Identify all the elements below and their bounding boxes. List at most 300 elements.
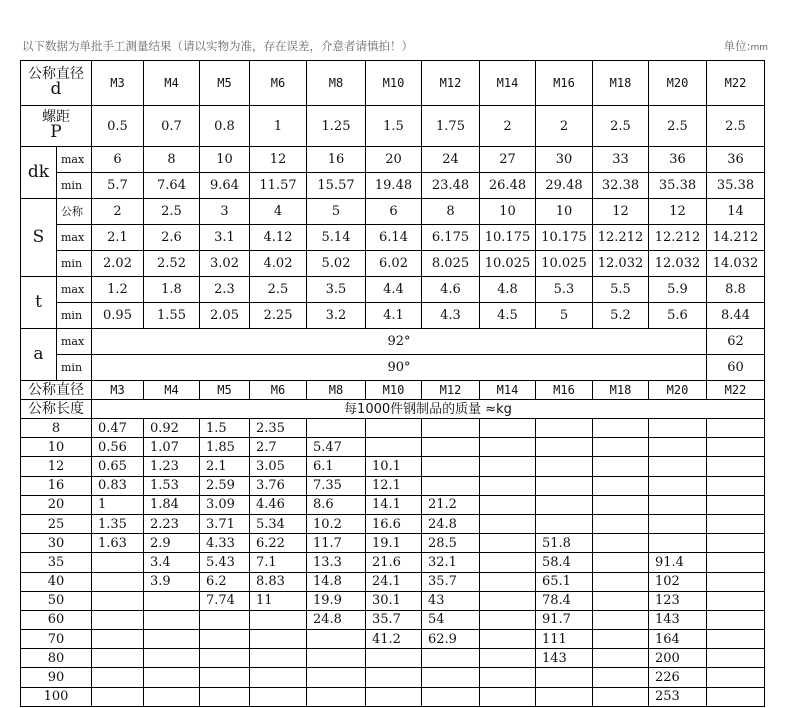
mass-cell: 164: [649, 630, 707, 649]
mass-cell: 3.05: [250, 457, 307, 476]
table-row: [21, 106, 765, 147]
mass-cell: 10.1: [366, 457, 422, 476]
length-cell: 100: [21, 687, 92, 706]
mass-cell: 35.7: [366, 610, 422, 629]
dk-max-cell: 16: [307, 147, 366, 173]
mass-cell: 3.76: [250, 476, 307, 495]
mass-cell: 0.83: [92, 476, 144, 495]
p-symbol: P: [50, 122, 62, 143]
pitch-cell: 2: [536, 106, 593, 147]
mass-cell: [707, 687, 765, 706]
mass-cell: [480, 534, 536, 553]
t-max-cell: 1.2: [92, 277, 144, 303]
size-header: M16: [536, 61, 593, 106]
s-nominal-cell: 10: [536, 199, 593, 225]
mass-cell: 1.85: [200, 438, 250, 457]
length-cell: 16: [21, 476, 92, 495]
nominal-length-header: 公称长度: [21, 400, 92, 419]
mass-cell: [536, 687, 593, 706]
mass-cell: [707, 630, 765, 649]
length-cell: 40: [21, 572, 92, 591]
mass-cell: 1.84: [144, 495, 200, 514]
size-header: M3: [92, 61, 144, 106]
mass-cell: [707, 668, 765, 687]
s-min-cell: 3.02: [200, 251, 250, 277]
mass-cell: 19.9: [307, 591, 366, 610]
s-label: S: [21, 199, 57, 277]
length-cell: 12: [21, 457, 92, 476]
mass-cell: [92, 553, 144, 572]
mass-cell: [707, 476, 765, 495]
dk-min-cell: 26.48: [480, 173, 536, 199]
mass-cell: 253: [649, 687, 707, 706]
a-label: a: [21, 329, 57, 381]
table-row: [21, 553, 765, 572]
pitch-cell: 1.25: [307, 106, 366, 147]
mass-cell: [92, 687, 144, 706]
mass-cell: 43: [422, 591, 480, 610]
t-min-cell: 4.5: [480, 303, 536, 329]
mass-cell: [144, 591, 200, 610]
mass-cell: [480, 419, 536, 438]
mass-cell: 10.2: [307, 514, 366, 533]
dk-min-cell: 9.64: [200, 173, 250, 199]
mass-cell: [200, 630, 250, 649]
mass-cell: [480, 591, 536, 610]
mass-cell: 11: [250, 591, 307, 610]
s-min-cell: 10.025: [480, 251, 536, 277]
mass-cell: [144, 668, 200, 687]
size-header: M22: [707, 381, 765, 400]
dk-min-cell: 15.57: [307, 173, 366, 199]
table-row: [21, 438, 765, 457]
mass-cell: 16.6: [366, 514, 422, 533]
mass-cell: 30.1: [366, 591, 422, 610]
mass-cell: 0.56: [92, 438, 144, 457]
dk-min-cell: 11.57: [250, 173, 307, 199]
min-label: min: [57, 173, 92, 199]
mass-cell: 1.63: [92, 534, 144, 553]
mass-cell: 8.6: [307, 495, 366, 514]
mass-cell: [307, 419, 366, 438]
mass-cell: [144, 687, 200, 706]
mass-cell: [536, 457, 593, 476]
mass-cell: [307, 668, 366, 687]
mass-cell: [307, 649, 366, 668]
mass-cell: [593, 514, 649, 533]
length-cell: 25: [21, 514, 92, 533]
unit-label: 单位:: [723, 39, 751, 53]
mass-cell: 4.46: [250, 495, 307, 514]
mass-cell: [422, 687, 480, 706]
s-min-cell: 6.02: [366, 251, 422, 277]
mass-cell: 102: [649, 572, 707, 591]
unit-indicator: [724, 38, 768, 54]
dk-max-cell: 30: [536, 147, 593, 173]
dk-max-cell: 10: [200, 147, 250, 173]
mass-cell: [366, 438, 422, 457]
s-min-cell: 12.032: [649, 251, 707, 277]
mass-cell: [593, 668, 649, 687]
max-label: max: [57, 329, 92, 355]
t-max-cell: 5.3: [536, 277, 593, 303]
size-header: M12: [422, 61, 480, 106]
s-nominal-cell: 12: [649, 199, 707, 225]
table-row: [21, 687, 765, 706]
dk-min-cell: 5.7: [92, 173, 144, 199]
table-row: [21, 591, 765, 610]
nominal-diameter-header-2: 公称直径: [21, 381, 92, 400]
table-row: [21, 199, 765, 225]
mass-cell: 5.47: [307, 438, 366, 457]
pitch-cell: 2: [480, 106, 536, 147]
t-max-cell: 4.8: [480, 277, 536, 303]
mass-cell: 1.35: [92, 514, 144, 533]
t-min-cell: 5.6: [649, 303, 707, 329]
mass-cell: [366, 649, 422, 668]
s-nominal-cell: 2.5: [144, 199, 200, 225]
dk-max-cell: 6: [92, 147, 144, 173]
mass-cell: [92, 591, 144, 610]
s-min-cell: 14.032: [707, 251, 765, 277]
mass-cell: [649, 476, 707, 495]
size-header: M5: [200, 381, 250, 400]
mass-cell: 65.1: [536, 572, 593, 591]
length-cell: 8: [21, 419, 92, 438]
size-header: M22: [707, 61, 765, 106]
s-nominal-cell: 14: [707, 199, 765, 225]
mass-cell: [649, 495, 707, 514]
mass-cell: [422, 668, 480, 687]
pitch-cell: 0.7: [144, 106, 200, 147]
table-row: [21, 251, 765, 277]
pitch-cell: 2.5: [649, 106, 707, 147]
dk-max-cell: 24: [422, 147, 480, 173]
mass-cell: [536, 514, 593, 533]
pitch-cell: 1: [250, 106, 307, 147]
mass-cell: 6.2: [200, 572, 250, 591]
size-header: M12: [422, 381, 480, 400]
mass-cell: [422, 438, 480, 457]
table-row: [21, 476, 765, 495]
mass-cell: 2.1: [200, 457, 250, 476]
s-nominal-cell: 8: [422, 199, 480, 225]
t-min-cell: 5: [536, 303, 593, 329]
mass-cell: [144, 630, 200, 649]
mass-cell: [422, 476, 480, 495]
mass-cell: 1.23: [144, 457, 200, 476]
mass-cell: 1.53: [144, 476, 200, 495]
mass-cell: [92, 668, 144, 687]
mass-cell: [593, 572, 649, 591]
mass-cell: 51.8: [536, 534, 593, 553]
mass-cell: [593, 591, 649, 610]
mass-cell: [480, 649, 536, 668]
table-row: [21, 400, 765, 419]
size-header: M3: [92, 381, 144, 400]
t-min-cell: 4.3: [422, 303, 480, 329]
min-label: min: [57, 355, 92, 381]
mass-cell: [707, 419, 765, 438]
s-min-cell: 10.025: [536, 251, 593, 277]
table-row: [21, 329, 765, 355]
table-row: [21, 381, 765, 400]
mass-cell: 32.1: [422, 553, 480, 572]
mass-caption: 每1000件钢制品的质量 ≈kg: [92, 400, 765, 419]
size-header: M16: [536, 381, 593, 400]
mass-cell: 58.4: [536, 553, 593, 572]
mass-cell: [480, 553, 536, 572]
table-row: [21, 514, 765, 533]
measurement-disclaimer: 以下数据为单批手工测量结果（请以实物为准，存在误差，介意者请慎拍！）: [22, 39, 413, 53]
mass-cell: 7.1: [250, 553, 307, 572]
t-max-cell: 5.9: [649, 277, 707, 303]
t-max-cell: 4.4: [366, 277, 422, 303]
mass-cell: [593, 649, 649, 668]
mass-cell: [480, 514, 536, 533]
dk-min-cell: 23.48: [422, 173, 480, 199]
mass-cell: [250, 668, 307, 687]
mass-cell: [144, 649, 200, 668]
mass-cell: [707, 610, 765, 629]
mass-cell: [422, 419, 480, 438]
t-max-cell: 8.8: [707, 277, 765, 303]
t-max-cell: 3.5: [307, 277, 366, 303]
mass-cell: 28.5: [422, 534, 480, 553]
s-min-cell: 2.02: [92, 251, 144, 277]
mass-cell: 14.8: [307, 572, 366, 591]
size-header: M5: [200, 61, 250, 106]
mass-cell: 54: [422, 610, 480, 629]
max-label: max: [57, 225, 92, 251]
mass-cell: 7.35: [307, 476, 366, 495]
table-row: [21, 225, 765, 251]
mass-cell: [536, 476, 593, 495]
dk-max-cell: 12: [250, 147, 307, 173]
s-min-cell: 5.02: [307, 251, 366, 277]
mass-cell: 1: [92, 495, 144, 514]
s-max-cell: 10.175: [536, 225, 593, 251]
mass-cell: 7.74: [200, 591, 250, 610]
dk-min-cell: 35.38: [649, 173, 707, 199]
size-header: M18: [593, 381, 649, 400]
mass-cell: [480, 572, 536, 591]
size-header: M10: [366, 61, 422, 106]
mass-cell: [200, 649, 250, 668]
mass-cell: 3.4: [144, 553, 200, 572]
a-max-m22: 62: [707, 329, 765, 355]
mass-cell: 21.6: [366, 553, 422, 572]
mass-cell: 143: [536, 649, 593, 668]
s-max-cell: 14.212: [707, 225, 765, 251]
table-row: [21, 355, 765, 381]
mass-cell: [480, 457, 536, 476]
t-min-cell: 1.55: [144, 303, 200, 329]
s-nominal-cell: 10: [480, 199, 536, 225]
mass-cell: 62.9: [422, 630, 480, 649]
mass-cell: 3.9: [144, 572, 200, 591]
s-nominal-cell: 6: [366, 199, 422, 225]
dk-min-cell: 35.38: [707, 173, 765, 199]
a-max-span: 92°: [92, 329, 707, 355]
pitch-cell: 0.8: [200, 106, 250, 147]
max-label: max: [57, 147, 92, 173]
s-max-cell: 10.175: [480, 225, 536, 251]
mass-cell: [480, 630, 536, 649]
pitch-cell: 0.5: [92, 106, 144, 147]
mass-cell: [707, 591, 765, 610]
mass-cell: [707, 553, 765, 572]
mass-cell: 91.7: [536, 610, 593, 629]
mass-cell: [536, 419, 593, 438]
t-min-cell: 8.44: [707, 303, 765, 329]
pitch-cell: 1.75: [422, 106, 480, 147]
max-label: max: [57, 277, 92, 303]
mass-cell: 200: [649, 649, 707, 668]
mass-cell: [593, 495, 649, 514]
t-min-cell: 4.1: [366, 303, 422, 329]
size-header: M10: [366, 381, 422, 400]
mass-cell: 6.1: [307, 457, 366, 476]
mass-cell: [593, 610, 649, 629]
mass-cell: [307, 630, 366, 649]
dk-min-cell: 29.48: [536, 173, 593, 199]
length-cell: 10: [21, 438, 92, 457]
t-max-cell: 2.5: [250, 277, 307, 303]
length-cell: 20: [21, 495, 92, 514]
mass-cell: 6.22: [250, 534, 307, 553]
length-cell: 50: [21, 591, 92, 610]
mass-cell: [250, 630, 307, 649]
t-label: t: [21, 277, 57, 329]
mass-cell: 2.7: [250, 438, 307, 457]
mass-cell: [92, 630, 144, 649]
s-max-cell: 12.212: [649, 225, 707, 251]
table-row: [21, 495, 765, 514]
mass-cell: [649, 514, 707, 533]
s-nominal-cell: 3: [200, 199, 250, 225]
s-max-cell: 6.175: [422, 225, 480, 251]
mass-cell: [593, 419, 649, 438]
mass-cell: [480, 495, 536, 514]
size-header: M6: [250, 61, 307, 106]
mass-cell: [366, 687, 422, 706]
mass-cell: 8.83: [250, 572, 307, 591]
s-nominal-cell: 12: [593, 199, 649, 225]
size-header: M6: [250, 381, 307, 400]
mass-cell: [200, 668, 250, 687]
t-min-cell: 2.05: [200, 303, 250, 329]
mass-cell: [593, 534, 649, 553]
table-row: [21, 572, 765, 591]
mass-cell: 14.1: [366, 495, 422, 514]
mass-cell: [144, 610, 200, 629]
pitch-header: [21, 106, 92, 147]
mass-cell: 2.35: [250, 419, 307, 438]
mass-cell: 1.07: [144, 438, 200, 457]
length-cell: 30: [21, 534, 92, 553]
mass-cell: 78.4: [536, 591, 593, 610]
mass-cell: 0.65: [92, 457, 144, 476]
mass-cell: 0.92: [144, 419, 200, 438]
table-row: [21, 173, 765, 199]
mass-cell: [536, 668, 593, 687]
t-max-cell: 1.8: [144, 277, 200, 303]
s-max-cell: 12.212: [593, 225, 649, 251]
s-min-cell: 12.032: [593, 251, 649, 277]
mass-cell: [707, 649, 765, 668]
table-row: [21, 147, 765, 173]
mass-cell: 21.2: [422, 495, 480, 514]
dk-label: dk: [21, 147, 57, 199]
mass-cell: [593, 553, 649, 572]
mass-cell: [307, 687, 366, 706]
length-cell: 90: [21, 668, 92, 687]
mass-cell: [707, 438, 765, 457]
mass-cell: [422, 649, 480, 668]
size-header: M20: [649, 381, 707, 400]
size-header: M18: [593, 61, 649, 106]
t-max-cell: 5.5: [593, 277, 649, 303]
table-row: [21, 630, 765, 649]
table-row: [21, 668, 765, 687]
dk-min-cell: 19.48: [366, 173, 422, 199]
mass-cell: [593, 476, 649, 495]
mass-cell: 1.5: [200, 419, 250, 438]
mass-cell: [480, 476, 536, 495]
mass-cell: 2.59: [200, 476, 250, 495]
s-nominal-cell: 4: [250, 199, 307, 225]
mass-cell: 0.47: [92, 419, 144, 438]
d-symbol: d: [50, 79, 62, 100]
mass-cell: [480, 438, 536, 457]
a-min-m22: 60: [707, 355, 765, 381]
mass-cell: [707, 457, 765, 476]
mass-cell: 3.09: [200, 495, 250, 514]
dk-max-cell: 20: [366, 147, 422, 173]
mass-cell: [649, 438, 707, 457]
mass-cell: 2.23: [144, 514, 200, 533]
mass-cell: 91.4: [649, 553, 707, 572]
min-label: min: [57, 251, 92, 277]
mass-cell: [366, 668, 422, 687]
mass-cell: [200, 687, 250, 706]
nominal-label: 公称: [57, 199, 92, 225]
table-row: [21, 61, 765, 106]
dk-max-cell: 33: [593, 147, 649, 173]
mass-cell: [480, 668, 536, 687]
size-header: M14: [480, 61, 536, 106]
mass-cell: [593, 457, 649, 476]
hex-socket-screw-spec-table: [20, 60, 765, 707]
mass-cell: 24.1: [366, 572, 422, 591]
mass-cell: 226: [649, 668, 707, 687]
min-label: min: [57, 303, 92, 329]
size-header: M14: [480, 381, 536, 400]
size-header: M8: [307, 61, 366, 106]
t-min-cell: 2.25: [250, 303, 307, 329]
mass-cell: [250, 687, 307, 706]
mass-cell: [593, 438, 649, 457]
pitch-cell: 2.5: [707, 106, 765, 147]
mass-cell: [92, 610, 144, 629]
mass-cell: [649, 457, 707, 476]
table-row: [21, 649, 765, 668]
mass-cell: [593, 630, 649, 649]
s-max-cell: 5.14: [307, 225, 366, 251]
mass-cell: 143: [649, 610, 707, 629]
s-max-cell: 4.12: [250, 225, 307, 251]
